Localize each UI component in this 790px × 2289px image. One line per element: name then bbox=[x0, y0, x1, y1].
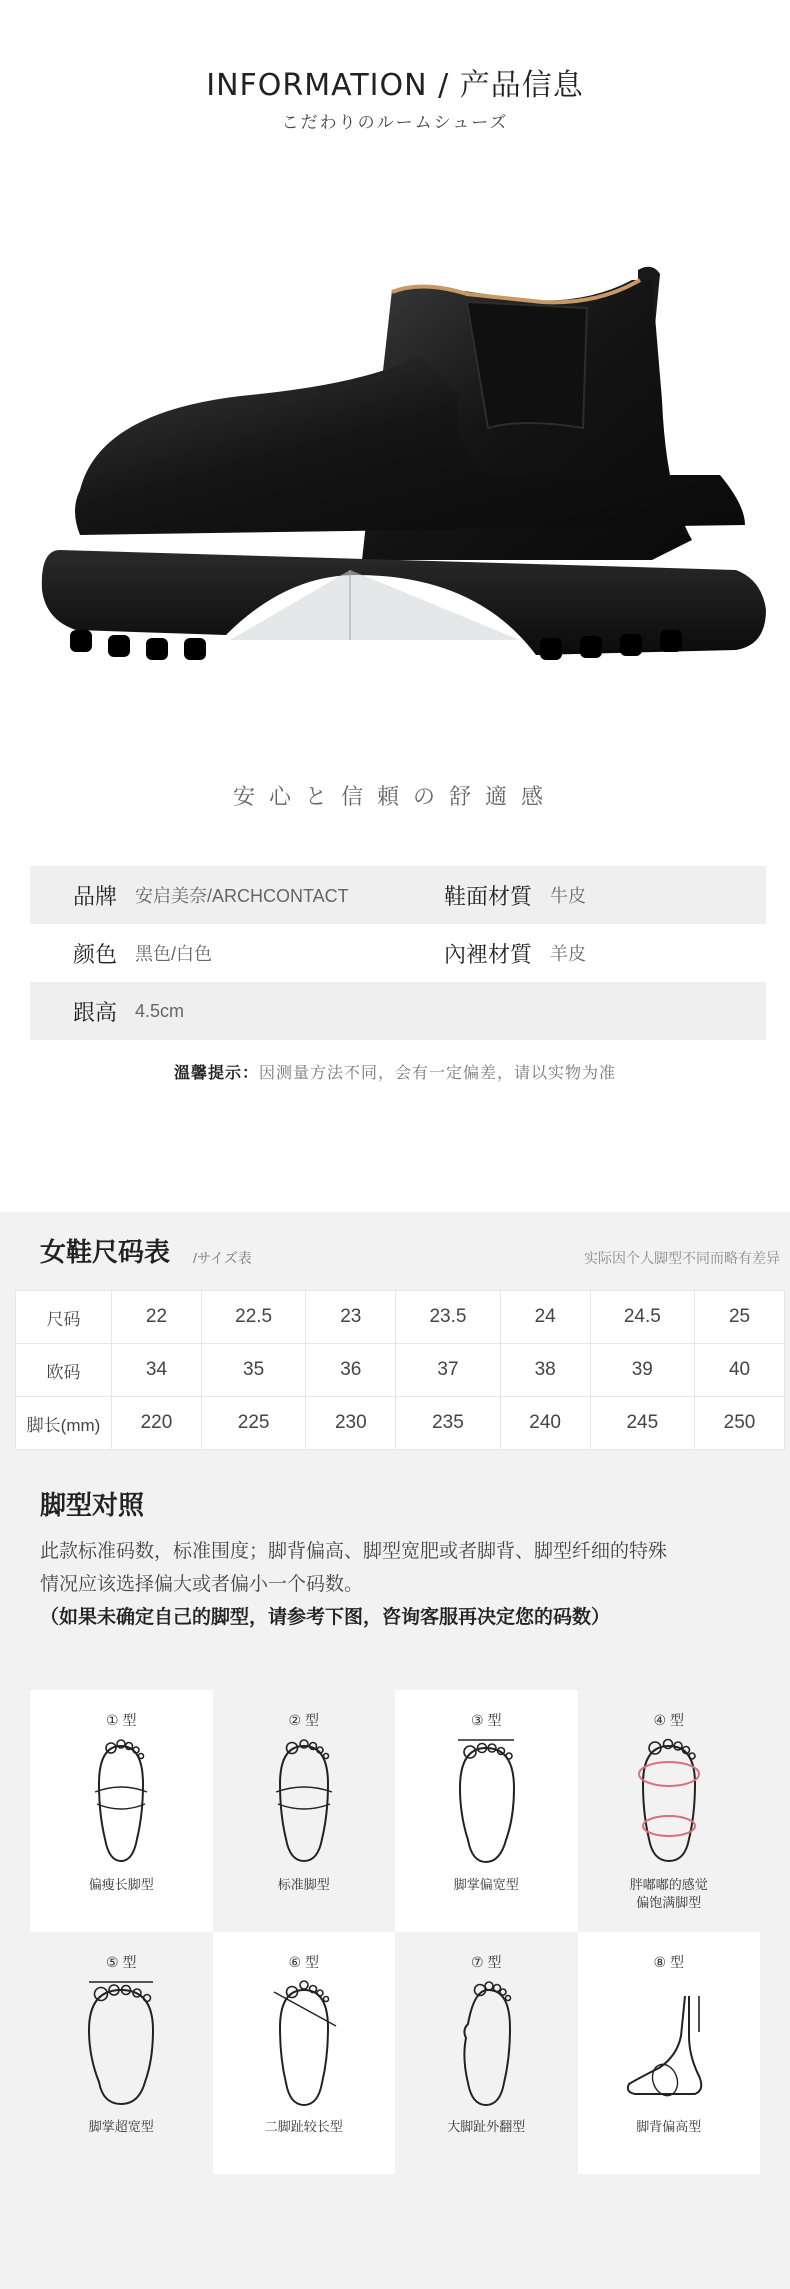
brand-label: 品牌 bbox=[72, 884, 117, 910]
size-table bbox=[15, 1290, 785, 1450]
table-cell: 230 bbox=[306, 1397, 396, 1450]
long-second-toe-foot-icon bbox=[254, 1976, 354, 2111]
row-header: 尺码 bbox=[16, 1291, 112, 1344]
foot-card-3 bbox=[395, 1690, 578, 1932]
foot-card-label: ② 型 bbox=[288, 1712, 319, 1728]
upper-label: 鞋面材質 bbox=[443, 884, 532, 910]
foot-card-label: ④ 型 bbox=[653, 1712, 684, 1728]
foot-card-label: ⑦ 型 bbox=[471, 1954, 502, 1970]
foot-card-label: ⑧ 型 bbox=[653, 1954, 684, 1970]
foot-card-name: 二脚趾较长型 bbox=[264, 2119, 343, 2134]
size-chart-note: 实际因个人脚型不同而略有差异 bbox=[584, 1250, 780, 1266]
foot-card-8 bbox=[578, 1932, 761, 2174]
table-row bbox=[16, 1344, 785, 1397]
heel-value: 4.5cm bbox=[135, 1000, 185, 1021]
table-cell: 22.5 bbox=[201, 1291, 305, 1344]
foot-type-grid bbox=[30, 1690, 760, 2174]
foot-card-label: ③ 型 bbox=[471, 1712, 502, 1728]
color-value: 黑色/白色 bbox=[135, 944, 213, 964]
table-cell: 40 bbox=[695, 1344, 785, 1397]
foot-card-name: 大脚趾外翻型 bbox=[447, 2119, 526, 2134]
foot-type-description bbox=[40, 1535, 760, 1634]
product-image bbox=[20, 250, 780, 750]
foot-card-1 bbox=[30, 1690, 213, 1932]
tagline: 安心と信頼の舒適感 bbox=[232, 785, 557, 810]
table-cell: 34 bbox=[112, 1344, 202, 1397]
foot-card-label: ⑥ 型 bbox=[288, 1954, 319, 1970]
table-cell: 22 bbox=[112, 1291, 202, 1344]
table-row bbox=[16, 1397, 785, 1450]
chubby-foot-icon bbox=[619, 1734, 719, 1869]
table-cell: 36 bbox=[306, 1344, 396, 1397]
foot-card-name-line1: 胖嘟嘟的感觉 bbox=[629, 1877, 708, 1892]
foot-card-5 bbox=[30, 1932, 213, 2174]
foot-card-7 bbox=[395, 1932, 578, 2174]
wide-ball-foot-icon bbox=[436, 1734, 536, 1869]
row-header: 脚长(mm) bbox=[16, 1397, 112, 1450]
slim-foot-icon bbox=[71, 1734, 171, 1869]
lining-value: 羊皮 bbox=[550, 944, 586, 964]
size-chart-subtitle: /サイズ表 bbox=[193, 1250, 252, 1266]
foot-type-title: 脚型对照 bbox=[40, 1491, 145, 1521]
foot-card-6 bbox=[213, 1932, 396, 2174]
row-header: 欧码 bbox=[16, 1344, 112, 1397]
heel-label: 跟高 bbox=[72, 1000, 117, 1026]
table-cell: 250 bbox=[695, 1397, 785, 1450]
spec-row-3 bbox=[30, 982, 766, 1040]
high-instep-foot-icon bbox=[619, 1976, 719, 2111]
table-row bbox=[16, 1291, 785, 1344]
foot-card-2 bbox=[213, 1690, 396, 1932]
info-subtitle: こだわりのルームシューズ bbox=[281, 113, 509, 133]
foot-card-name: 脚掌偏宽型 bbox=[453, 1877, 519, 1892]
table-cell: 24 bbox=[500, 1291, 590, 1344]
table-cell: 38 bbox=[500, 1344, 590, 1397]
foot-card-4 bbox=[578, 1690, 761, 1932]
table-cell: 225 bbox=[201, 1397, 305, 1450]
upper-value: 牛皮 bbox=[550, 886, 586, 906]
table-cell: 220 bbox=[112, 1397, 202, 1450]
table-cell: 23.5 bbox=[396, 1291, 500, 1344]
info-title: INFORMATION / 产品信息 bbox=[206, 68, 584, 103]
table-cell: 39 bbox=[590, 1344, 694, 1397]
table-cell: 24.5 bbox=[590, 1291, 694, 1344]
brand-value: 安启美奈/ARCHCONTACT bbox=[135, 886, 349, 906]
spec-table bbox=[30, 866, 766, 1040]
foot-card-name: 脚掌超宽型 bbox=[88, 2119, 154, 2134]
size-chart-title: 女鞋尺码表 bbox=[40, 1238, 171, 1268]
foot-card-name-line2: 偏饱满脚型 bbox=[636, 1895, 702, 1910]
table-cell: 240 bbox=[500, 1397, 590, 1450]
foot-card-label: ⑤ 型 bbox=[106, 1954, 137, 1970]
spec-row-1 bbox=[30, 866, 766, 924]
notice-bold: 溫馨提示： bbox=[173, 1065, 259, 1082]
color-label: 颜色 bbox=[72, 942, 117, 968]
chelsea-boot-image bbox=[20, 250, 780, 750]
table-cell: 235 bbox=[396, 1397, 500, 1450]
foot-card-label: ① 型 bbox=[106, 1712, 137, 1728]
table-cell: 37 bbox=[396, 1344, 500, 1397]
foot-card-name bbox=[578, 1876, 761, 1912]
table-cell: 245 bbox=[590, 1397, 694, 1450]
table-cell: 23 bbox=[306, 1291, 396, 1344]
foot-card-name: 脚背偏高型 bbox=[636, 2119, 702, 2134]
standard-foot-icon bbox=[254, 1734, 354, 1869]
desc-line-1: 此款标准码数，标准围度；脚背偏高、脚型宽肥或者脚背、脚型纤细的特殊 bbox=[40, 1541, 668, 1562]
notice-text: 因测量方法不同，会有一定偏差，请以实物为准 bbox=[259, 1065, 617, 1082]
table-cell: 25 bbox=[695, 1291, 785, 1344]
extra-wide-foot-icon bbox=[71, 1976, 171, 2111]
foot-card-name: 标准脚型 bbox=[277, 1877, 330, 1892]
spec-row-2 bbox=[30, 924, 766, 982]
lining-label: 內裡材質 bbox=[443, 942, 532, 968]
foot-card-name: 偏瘦长脚型 bbox=[88, 1877, 154, 1892]
table-cell: 35 bbox=[201, 1344, 305, 1397]
desc-line-3: （如果未确定自己的脚型，请参考下图，咨询客服再决定您的码数） bbox=[40, 1607, 611, 1628]
bunion-foot-icon bbox=[436, 1976, 536, 2111]
measurement-notice bbox=[0, 1060, 790, 1083]
desc-line-2: 情况应该选择偏大或者偏小一个码数。 bbox=[40, 1574, 364, 1595]
